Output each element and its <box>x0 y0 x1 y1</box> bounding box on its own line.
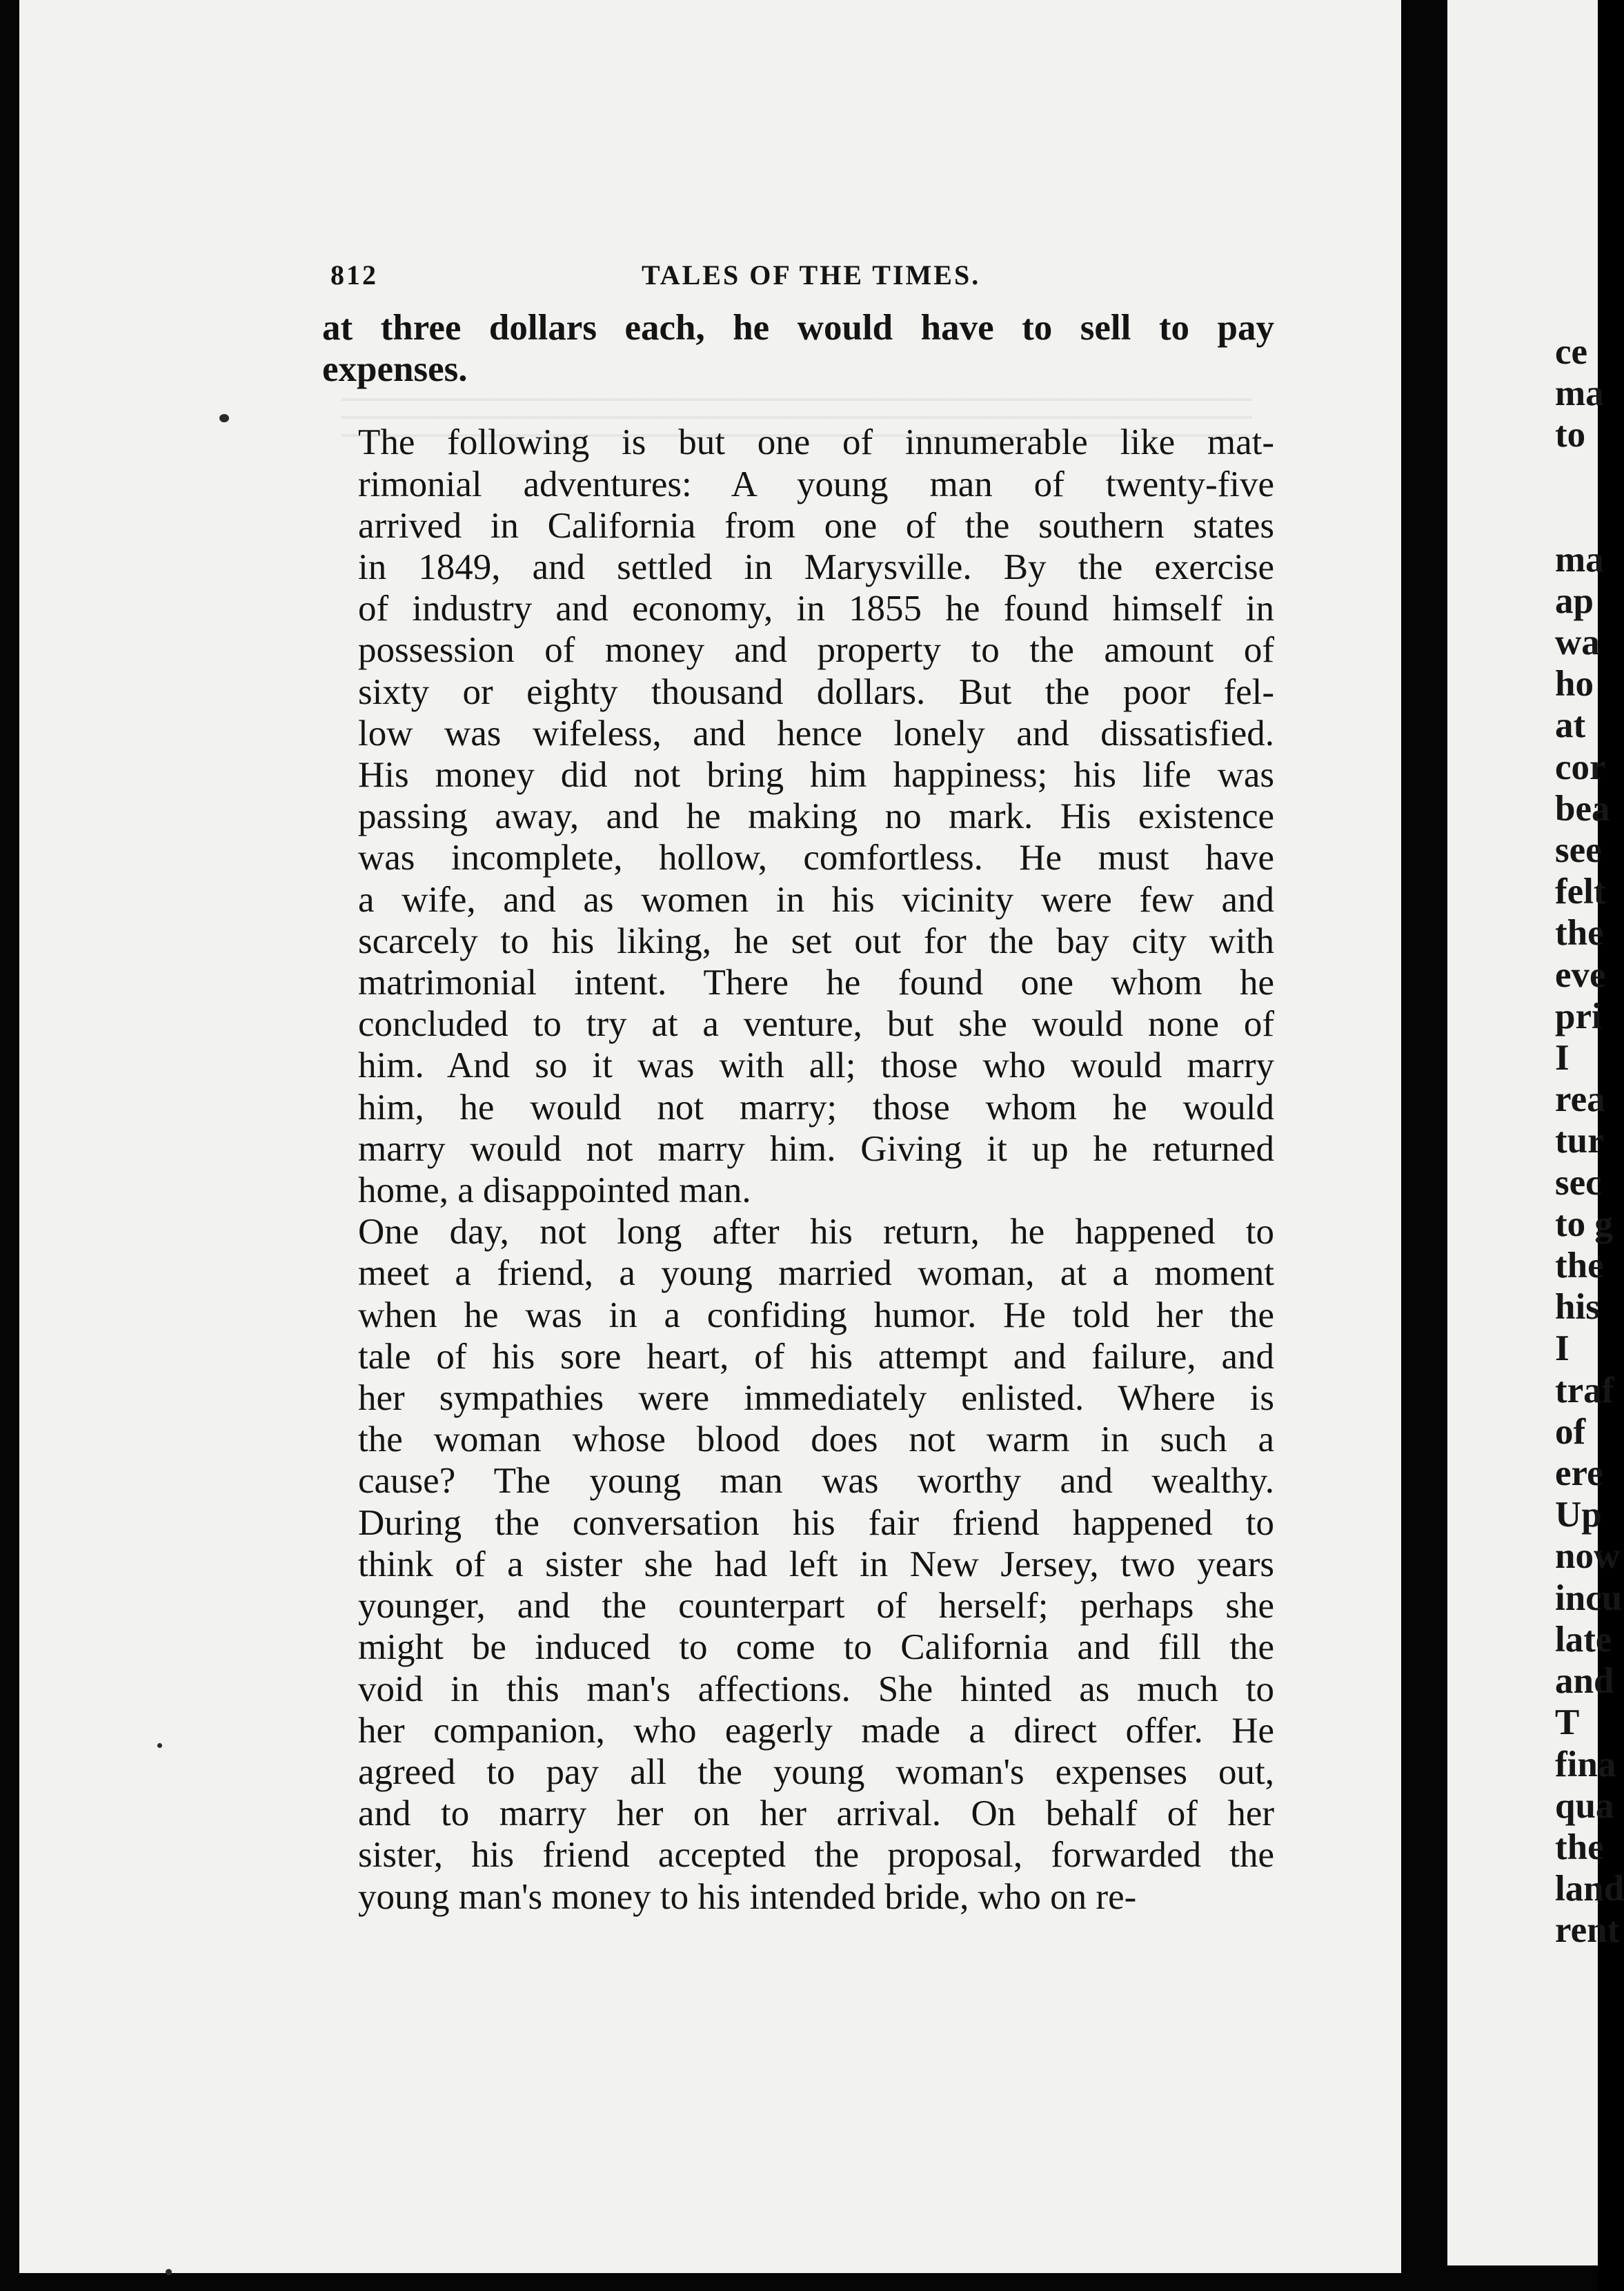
right-fragment: felt <box>1555 872 1606 912</box>
text-line: home, a disappointed man. <box>358 1170 751 1211</box>
right-fragment: at <box>1555 705 1586 746</box>
right-fragment: rent <box>1555 1910 1620 1951</box>
text-line: rimonial adventures: A young man of twenty-five <box>358 464 1274 504</box>
right-fragment: eve <box>1555 954 1606 995</box>
right-fragment: to <box>1555 415 1586 455</box>
right-fragment: land <box>1555 1869 1624 1909</box>
right-fragment: of <box>1555 1411 1586 1452</box>
right-fragment: pri <box>1555 996 1602 1036</box>
right-fragment: wa <box>1555 622 1600 663</box>
page-number: 812 <box>330 259 378 291</box>
right-fragment: tur <box>1555 1121 1604 1161</box>
right-fragment: ma <box>1555 373 1604 414</box>
text-line: passing away, and he making no mark. His existence <box>358 796 1274 837</box>
right-fragment: see <box>1555 830 1602 871</box>
right-fragment: ere <box>1555 1453 1603 1494</box>
text-line: sixty or eighty thousand dollars. But the poor fel- <box>358 671 1274 712</box>
right-fragment: ma <box>1555 539 1604 580</box>
text-line: His money did not bring him happiness; his life was <box>358 755 1274 796</box>
text-line: her companion, who eagerly made a direct offer. He <box>358 1710 1274 1751</box>
text-line: meet a friend, a young married woman, at a moment <box>358 1253 1274 1294</box>
right-fragment: cor <box>1555 747 1606 787</box>
right-gap <box>1555 456 1624 539</box>
text-line: One day, not long after his return, he happened to <box>358 1212 1274 1252</box>
text-line: younger, and the counterpart of herself; perhaps she <box>358 1586 1274 1626</box>
right-fragment: the <box>1555 1246 1604 1286</box>
continued-paragraph <box>322 307 1274 390</box>
text-line: and to marry her on her arrival. On behalf of her <box>358 1793 1274 1834</box>
right-fragment: ap <box>1555 580 1594 621</box>
text-line: of industry and economy, in 1855 he found himself in <box>358 589 1274 629</box>
dust-speck <box>166 2269 172 2275</box>
right-fragment: I <box>1555 1038 1569 1079</box>
right-fragment: ce <box>1555 332 1588 372</box>
right-fragment: his <box>1555 1287 1600 1328</box>
text-line: cause? The young man was worthy and wealthy. <box>358 1461 1274 1502</box>
right-fragment: T <box>1555 1702 1580 1743</box>
text-line: sister, his friend accepted the proposal, forwarded the <box>358 1835 1274 1876</box>
dust-speck <box>219 414 229 422</box>
text-line: During the conversation his fair friend happened to <box>358 1502 1274 1543</box>
text-line: tale of his sore heart, of his attempt and failure, and <box>358 1336 1274 1377</box>
right-fragment: rea <box>1555 1079 1605 1120</box>
text-line: arrived in California from one of the southern states <box>358 505 1274 546</box>
body-text <box>322 307 1274 1918</box>
text-line: him, he would not marry; those whom he would <box>358 1087 1274 1128</box>
text-line: in 1849, and settled in Marysville. By the exercise <box>358 547 1274 588</box>
running-head <box>322 259 1274 307</box>
text-line: low was wifeless, and hence lonely and dissatisfied. <box>358 713 1274 754</box>
right-fragment: I <box>1555 1328 1569 1369</box>
left-page-text-block <box>322 259 1274 1918</box>
right-fragment: to g <box>1555 1203 1613 1244</box>
text-line: expenses. <box>322 349 468 390</box>
right-fragment: Up <box>1555 1495 1602 1535</box>
right-fragment: late <box>1555 1619 1612 1660</box>
paragraph-one-day <box>322 1211 1274 1917</box>
dust-speck <box>157 1743 162 1748</box>
right-fragment: now <box>1555 1536 1621 1577</box>
text-line: possession of money and property to the amount of <box>358 630 1274 671</box>
text-line: at three dollars each, he would have to sell to pay <box>322 308 1274 348</box>
right-fragment: incu <box>1555 1577 1623 1618</box>
right-fragment: ho <box>1555 664 1594 705</box>
text-line: was incomplete, hollow, comfortless. He must have <box>358 838 1274 878</box>
text-line: marry would not marry him. Giving it up he returned <box>358 1128 1274 1169</box>
text-line: might be induced to come to California and fill the <box>358 1627 1274 1668</box>
text-line: agreed to pay all the young woman's expenses out, <box>358 1751 1274 1792</box>
text-line: scarcely to his liking, he set out for the bay city with <box>358 921 1274 961</box>
right-fragment: and <box>1555 1661 1614 1702</box>
text-line: the woman whose blood does not warm in such a <box>358 1419 1274 1460</box>
running-title: TALES OF THE TIMES. <box>642 259 981 291</box>
right-fragment: bea <box>1555 788 1610 829</box>
right-fragment: fina <box>1555 1744 1616 1784</box>
right-fragment: sec <box>1555 1162 1602 1203</box>
text-line: The following is but one of innumerable like mat- <box>358 422 1274 463</box>
text-line: void in this man's affections. She hinted as much to <box>358 1669 1274 1709</box>
text-line: matrimonial intent. There he found one whom he <box>358 963 1274 1003</box>
right-fragment: the <box>1555 913 1604 954</box>
right-fragment: qua <box>1555 1785 1614 1826</box>
paragraph-marysville <box>322 422 1274 1211</box>
right-fragment: traf <box>1555 1370 1614 1410</box>
text-line: concluded to try at a venture, but she would none of <box>358 1004 1274 1045</box>
right-page-fragments <box>1555 331 1624 1951</box>
text-line: think of a sister she had left in New Jersey, two years <box>358 1544 1274 1584</box>
text-line: young man's money to his intended bride, who on re- <box>358 1876 1137 1917</box>
text-line: her sympathies were immediately enlisted. Where is <box>358 1378 1274 1419</box>
text-line: when he was in a confiding humor. He told her the <box>358 1295 1274 1335</box>
right-fragment: the <box>1555 1827 1604 1867</box>
text-line: a wife, and as women in his vicinity were few and <box>358 879 1274 920</box>
text-line: him. And so it was with all; those who would marry <box>358 1045 1274 1086</box>
